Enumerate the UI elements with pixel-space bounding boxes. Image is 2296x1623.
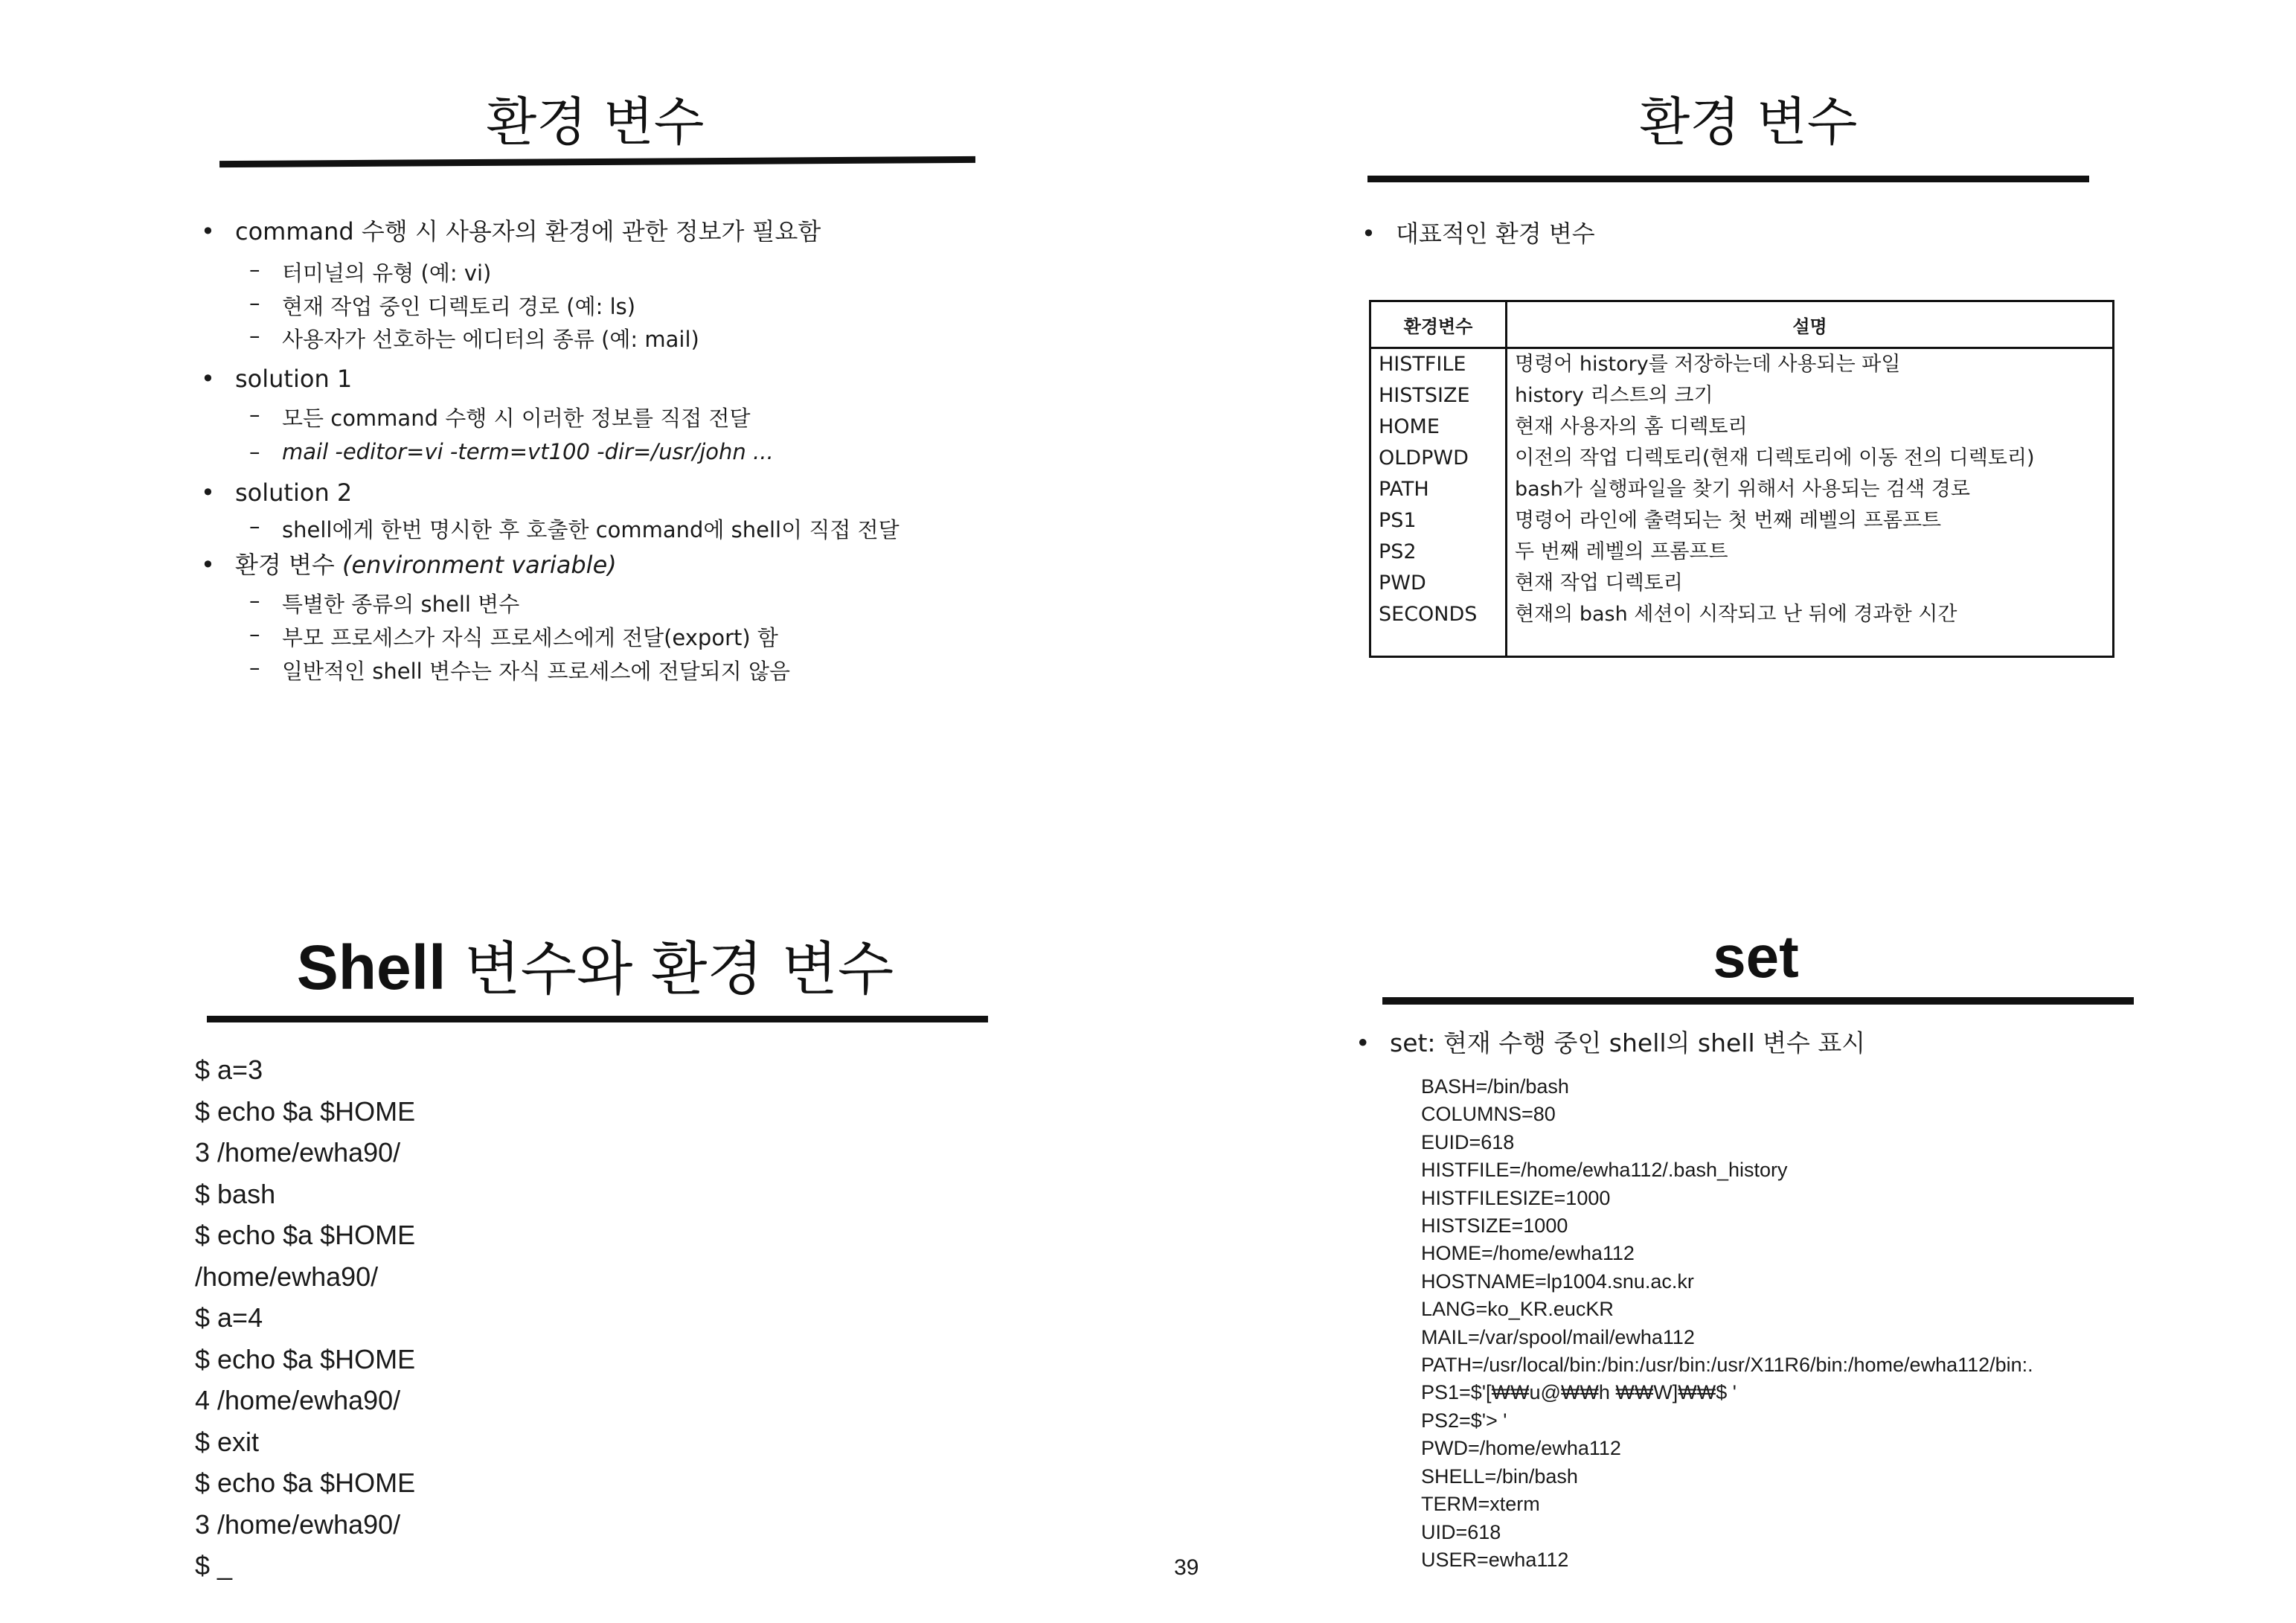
transcript-line: $ exit [195, 1426, 260, 1457]
transcript-line: $ _ [195, 1550, 233, 1581]
transcript-line: 3 /home/ewha90/ [195, 1137, 401, 1168]
set-output-line: UID=618 [1421, 1520, 1501, 1543]
set-output-line: BASH=/bin/bash [1421, 1075, 1569, 1098]
slide2-title: 환경 변수 [1639, 92, 1858, 153]
slide4-title-underline [1382, 997, 2134, 1005]
slide3-title-bold: Shell [296, 932, 446, 1002]
transcript-line: $ echo $a $HOME [195, 1220, 416, 1250]
set-output-line: PATH=/usr/local/bin:/bin:/usr/bin:/usr/X11R6/bin:/home/ewha112/bin:. [1421, 1354, 2033, 1377]
slide3-title-rest: 변수와 환경 변수 [446, 936, 894, 1003]
table-row: PATH bash가 실행파일을 찾기 위해서 사용되는 검색 경로 [1370, 474, 2114, 505]
set-output-line: PS2=$'> ' [1421, 1409, 1507, 1432]
env-table-header-name: 환경변수 [1370, 301, 1507, 348]
shell-session-transcript [195, 1049, 415, 1587]
set-output-line: PWD=/home/ewha112 [1421, 1437, 1621, 1460]
transcript-line: $ echo $a $HOME [195, 1343, 416, 1374]
set-output-line: USER=ewha112 [1421, 1548, 1569, 1571]
table-row: PS2 두 번째 레벨의 프롬프트 [1370, 537, 2114, 568]
slide3-title [223, 923, 967, 1006]
slide3-title-underline [207, 1016, 988, 1022]
set-output-line: HOME=/home/ewha112 [1421, 1242, 1635, 1265]
table-row: HOME 현재 사용자의 홈 디렉토리 [1370, 412, 2114, 443]
table-row: PS1 명령어 라인에 출력되는 첫 번째 레벨의 프롬프트 [1370, 505, 2114, 537]
table-row: HISTSIZE history 리스트의 크기 [1370, 380, 2114, 412]
transcript-line: $ echo $a $HOME [195, 1095, 416, 1127]
table-row: SECONDS 현재의 bash 세션이 시작되고 난 뒤에 경과한 시간 [1370, 599, 2114, 630]
transcript-line: $ bash [195, 1178, 276, 1209]
env-table-header-desc: 설명 [1507, 301, 2114, 348]
transcript-line: $ echo $a $HOME [195, 1467, 416, 1498]
set-output-line: HOSTNAME=lp1004.snu.ac.kr [1421, 1270, 1694, 1293]
set-output-listing [1421, 1073, 2033, 1574]
set-output-line: COLUMNS=80 [1421, 1103, 1556, 1126]
slide4-title: set [1713, 923, 1799, 990]
slide1-title-underline [219, 156, 975, 167]
env-variable-table [1369, 300, 2114, 658]
set-output-line: HISTFILESIZE=1000 [1421, 1186, 1611, 1209]
transcript-line: $ a=3 [195, 1054, 263, 1085]
transcript-line: 4 /home/ewha90/ [195, 1385, 401, 1415]
table-row: PWD 현재 작업 디렉토리 [1370, 568, 2114, 599]
table-row-empty [1370, 630, 2114, 657]
slide2-title-underline [1367, 176, 2089, 182]
transcript-line: /home/ewha90/ [195, 1261, 379, 1292]
table-row: OLDPWD 이전의 작업 디렉토리(현재 디렉토리에 이동 전의 디렉토리) [1370, 443, 2114, 474]
set-output-line: SHELL=/bin/bash [1421, 1464, 1578, 1488]
set-output-line: EUID=618 [1421, 1130, 1515, 1153]
set-output-line: LANG=ko_KR.eucKR [1421, 1298, 1614, 1321]
set-output-line: PS1=$'[₩₩u@₩₩h ₩₩W]₩₩$ ' [1421, 1381, 1737, 1404]
set-output-line: TERM=xterm [1421, 1493, 1540, 1516]
transcript-line: $ a=4 [195, 1302, 263, 1333]
transcript-line: 3 /home/ewha90/ [195, 1508, 401, 1540]
set-output-line: HISTSIZE=1000 [1421, 1214, 1568, 1238]
slide1-title: 환경 변수 [486, 92, 705, 153]
page-number: 39 [1174, 1555, 1199, 1580]
env-table-header-row [1370, 301, 2114, 348]
set-output-line: HISTFILE=/home/ewha112/.bash_history [1421, 1159, 1788, 1182]
table-row: HISTFILE 명령어 history를 저장하는데 사용되는 파일 [1370, 348, 2114, 381]
set-output-line: MAIL=/var/spool/mail/ewha112 [1421, 1325, 1695, 1348]
